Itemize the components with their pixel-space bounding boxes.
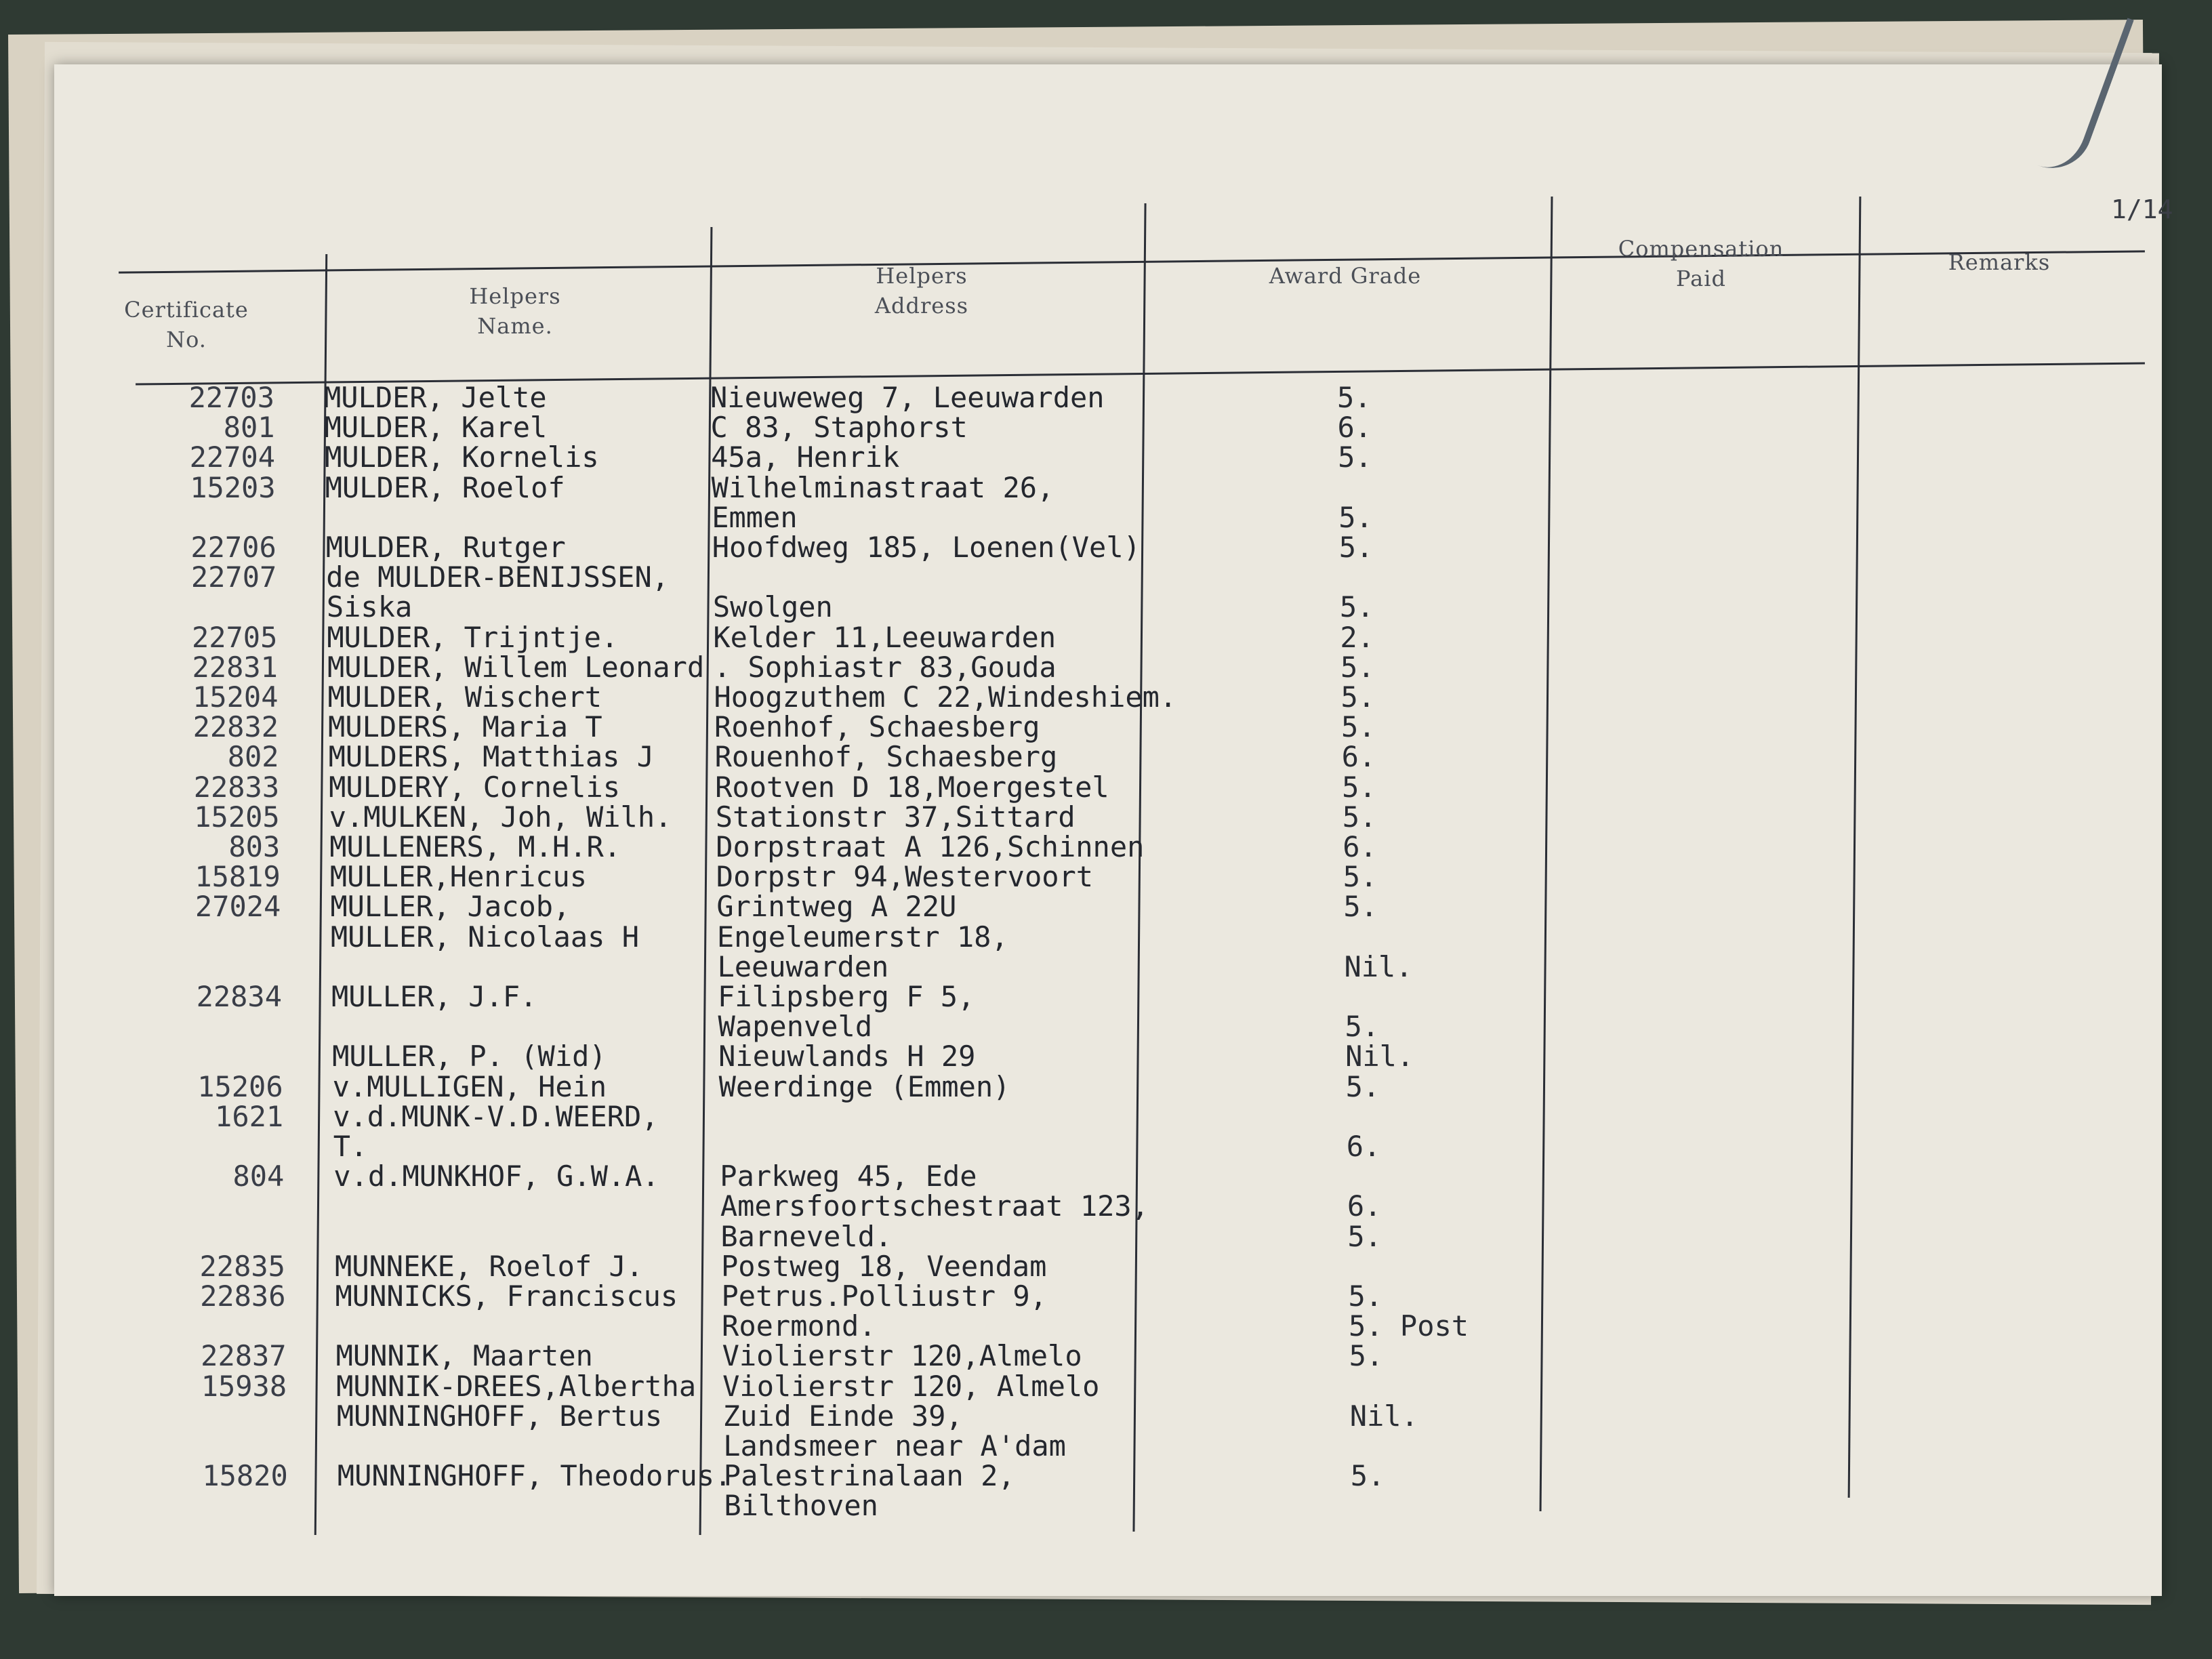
- header-certificate-line1: Certificate: [124, 297, 249, 323]
- column-divider-4: [1540, 197, 1553, 1511]
- helper-address: Rouenhof, Schaesberg: [714, 740, 1058, 774]
- header-name: [325, 281, 705, 341]
- helper-address: Dorpstr 94,Westervoort: [716, 860, 1094, 894]
- helper-name: MULDER, Jelte: [324, 381, 547, 414]
- helper-name: MUNNICKS, Franciscus: [335, 1279, 678, 1313]
- helper-name: v.d.MUNKHOF, G.W.A.: [333, 1160, 659, 1193]
- certificate-number: 22706: [190, 531, 276, 564]
- helper-address: Parkweg 45, Ede: [720, 1160, 977, 1193]
- award-grade: 5.: [1349, 1339, 1384, 1373]
- helper-address: Dorpstraat A 126,Schinnen: [716, 830, 1145, 863]
- award-grade: 5.: [1337, 381, 1372, 414]
- helper-address: Postweg 18, Veendam: [720, 1249, 1047, 1283]
- helper-address: Amersfoortschestraat 123,: [720, 1189, 1149, 1223]
- award-grade: Nil.: [1345, 1040, 1414, 1073]
- helper-address: Nieuwlands H 29: [718, 1040, 976, 1073]
- helper-address: Emmen: [712, 500, 798, 534]
- helper-name: MULDERY, Cornelis: [329, 770, 621, 804]
- helper-address: Grintweg A 22U: [716, 890, 957, 924]
- page-number: 1/14: [2111, 194, 2173, 224]
- award-grade: Nil.: [1349, 1399, 1418, 1433]
- header-remarks-text: Remarks: [1948, 249, 2051, 275]
- award-grade: 5.: [1343, 860, 1378, 894]
- helper-address: Petrus.Polliustr 9,: [721, 1279, 1047, 1313]
- helper-name: MULLENERS, M.H.R.: [329, 830, 621, 863]
- helper-name: MULDER, Roelof: [325, 470, 565, 504]
- certificate-number: 15203: [190, 470, 276, 504]
- column-divider-5: [1848, 197, 1862, 1498]
- helper-name: MULLER, P. (Wid): [332, 1040, 607, 1073]
- header-compensation-line2: Paid: [1676, 266, 1726, 291]
- certificate-number: 22831: [192, 650, 278, 684]
- award-grade: 6.: [1343, 830, 1377, 863]
- helper-address: Wilhelminastraat 26,: [711, 470, 1054, 504]
- certificate-number: 22703: [188, 381, 274, 414]
- helper-address: Zuid Einde 39,: [722, 1399, 963, 1433]
- certificate-number: 22836: [200, 1279, 286, 1313]
- award-grade: 5.: [1340, 650, 1375, 684]
- header-award-grade: [1145, 261, 1545, 291]
- helper-name: v.d.MUNK-V.D.WEERD,: [333, 1099, 659, 1133]
- certificate-number: 22832: [192, 710, 279, 744]
- certificate-number: 27024: [194, 890, 281, 924]
- award-grade: 5.: [1343, 890, 1378, 924]
- helper-name: MULDER, Willem Leonard: [327, 650, 705, 684]
- header-remarks: [1857, 247, 2142, 277]
- award-grade: 5.: [1339, 590, 1374, 624]
- helper-name: MUNNINGHOFF, Theodorus.: [337, 1459, 732, 1493]
- certificate-number: 803: [228, 830, 281, 863]
- helper-name: MULDERS, Maria T: [328, 710, 602, 744]
- helper-address: Weerdinge (Emmen): [718, 1069, 1010, 1103]
- award-grade: 5.: [1347, 1219, 1382, 1253]
- header-address-line1: Helpers: [876, 263, 968, 289]
- certificate-number: 22834: [196, 980, 282, 1013]
- helper-address: Swolgen: [712, 590, 833, 624]
- award-grade: 5.: [1345, 1069, 1380, 1103]
- helper-name: MULDERS, Matthias J: [328, 740, 655, 774]
- certificate-number: 22704: [189, 441, 276, 474]
- award-grade: 2.: [1340, 620, 1374, 654]
- helper-address: Rootven D 18,Moergestel: [715, 770, 1109, 804]
- header-name-line2: Name.: [477, 313, 553, 339]
- certificate-number: 22707: [190, 560, 277, 594]
- helper-name: MUNNIK, Maarten: [335, 1339, 593, 1373]
- helper-name: v.MULLIGEN, Hein: [332, 1069, 607, 1103]
- header-certificate-line2: No.: [166, 327, 207, 352]
- helper-name: T.: [333, 1130, 368, 1163]
- certificate-number: 15205: [194, 800, 280, 834]
- certificate-number: 15938: [201, 1369, 287, 1403]
- helper-name: MULDER, Karel: [324, 411, 548, 445]
- helper-name: v.MULKEN, Joh, Wilh.: [329, 800, 672, 834]
- helper-name: Siska: [326, 590, 413, 624]
- award-grade: 6.: [1341, 740, 1376, 774]
- column-divider-3: [1132, 203, 1146, 1532]
- helper-address: Barneveld.: [720, 1219, 893, 1253]
- award-grade: 5.: [1342, 770, 1376, 804]
- helper-name: MULDER, Kornelis: [325, 441, 599, 474]
- award-grade: 5.: [1338, 531, 1374, 564]
- helper-address: Leeuwarden: [717, 949, 889, 983]
- helper-address: Stationstr 37,Sittard: [715, 800, 1076, 834]
- helper-name: MUNNIK-DREES,Albertha: [336, 1369, 697, 1403]
- helper-name: MULDER, Rutger: [325, 531, 566, 564]
- header-name-line1: Helpers: [469, 283, 561, 309]
- certificate-number: 15204: [192, 680, 279, 714]
- award-grade: 6.: [1337, 411, 1372, 445]
- award-grade: 6.: [1347, 1189, 1382, 1223]
- award-grade: 5.: [1348, 1279, 1383, 1313]
- award-grade: 5.: [1338, 441, 1372, 474]
- award-grade: Nil.: [1344, 949, 1413, 983]
- header-compensation-line1: Compensation: [1618, 236, 1784, 262]
- certificate-number: 1621: [215, 1099, 284, 1133]
- helper-address: Nieuweweg 7, Leeuwarden: [710, 381, 1105, 414]
- helper-name: MUNNINGHOFF, Bertus: [336, 1399, 663, 1433]
- header-address: [708, 261, 1135, 321]
- helper-address: 45a, Henrik: [711, 441, 900, 474]
- helper-address: Bilthoven: [724, 1489, 878, 1523]
- helper-address: Violierstr 120, Almelo: [722, 1369, 1100, 1403]
- helper-address: Wapenveld: [718, 1010, 873, 1044]
- document-page: [54, 64, 2173, 1596]
- certificate-number: 15820: [202, 1459, 288, 1493]
- helper-name: de MULDER-BENIJSSEN,: [326, 560, 670, 594]
- helper-address: Roermond.: [722, 1309, 876, 1343]
- award-grade: 5.: [1342, 800, 1377, 834]
- helper-address: Roenhof, Schaesberg: [714, 710, 1040, 744]
- helper-address: Violierstr 120,Almelo: [722, 1339, 1082, 1373]
- helper-name: MUNNEKE, Roelof J.: [334, 1249, 644, 1283]
- award-grade: 5.: [1345, 1010, 1380, 1044]
- certificate-number: 22833: [193, 770, 280, 804]
- award-grade: 5.: [1340, 680, 1376, 714]
- header-compensation: [1549, 234, 1853, 293]
- award-grade: 5.: [1338, 500, 1373, 534]
- certificate-number: 801: [223, 411, 275, 445]
- award-grade: 5. Post: [1349, 1309, 1469, 1343]
- certificate-number: 802: [227, 740, 279, 774]
- helper-name: MULLER, J.F.: [331, 980, 537, 1013]
- helper-name: MULLER, Jacob,: [330, 890, 571, 924]
- certificate-number: 22837: [201, 1339, 287, 1373]
- header-address-line2: Address: [874, 293, 969, 319]
- helper-address: Hoogzuthem C 22,Windeshiem.: [714, 680, 1177, 714]
- helper-name: MULLER, Nicolaas H: [330, 920, 640, 954]
- helper-address: Engeleumerstr 18,: [716, 920, 1008, 954]
- helper-address: Hoofdweg 185, Loenen(Vel): [712, 531, 1141, 564]
- helper-name: MULDER, Wischert: [327, 680, 602, 714]
- certificate-number: 15819: [194, 860, 281, 894]
- helper-address: Kelder 11,Leeuwarden: [713, 620, 1057, 654]
- certificate-number: 804: [232, 1160, 285, 1193]
- award-grade: 6.: [1346, 1130, 1381, 1163]
- certificate-number: 15206: [197, 1069, 283, 1103]
- helper-name: MULDER, Trijntje.: [327, 620, 619, 654]
- award-grade: 5.: [1341, 710, 1376, 744]
- certificate-number: 22835: [199, 1249, 285, 1283]
- helper-address: Landsmeer near A'dam: [723, 1429, 1066, 1462]
- helper-address: C 83, Staphorst: [710, 411, 968, 445]
- helper-address: Palestrinalaan 2,: [723, 1459, 1015, 1493]
- helper-address: Filipsberg F 5,: [718, 980, 975, 1013]
- header-certificate: [119, 295, 254, 354]
- certificate-number: 22705: [191, 620, 278, 654]
- helper-name: MULLER,Henricus: [329, 860, 588, 894]
- header-award-text: Award Grade: [1269, 263, 1422, 289]
- award-grade: 5.: [1350, 1459, 1385, 1493]
- helper-address: . Sophiastr 83,Gouda: [713, 650, 1057, 684]
